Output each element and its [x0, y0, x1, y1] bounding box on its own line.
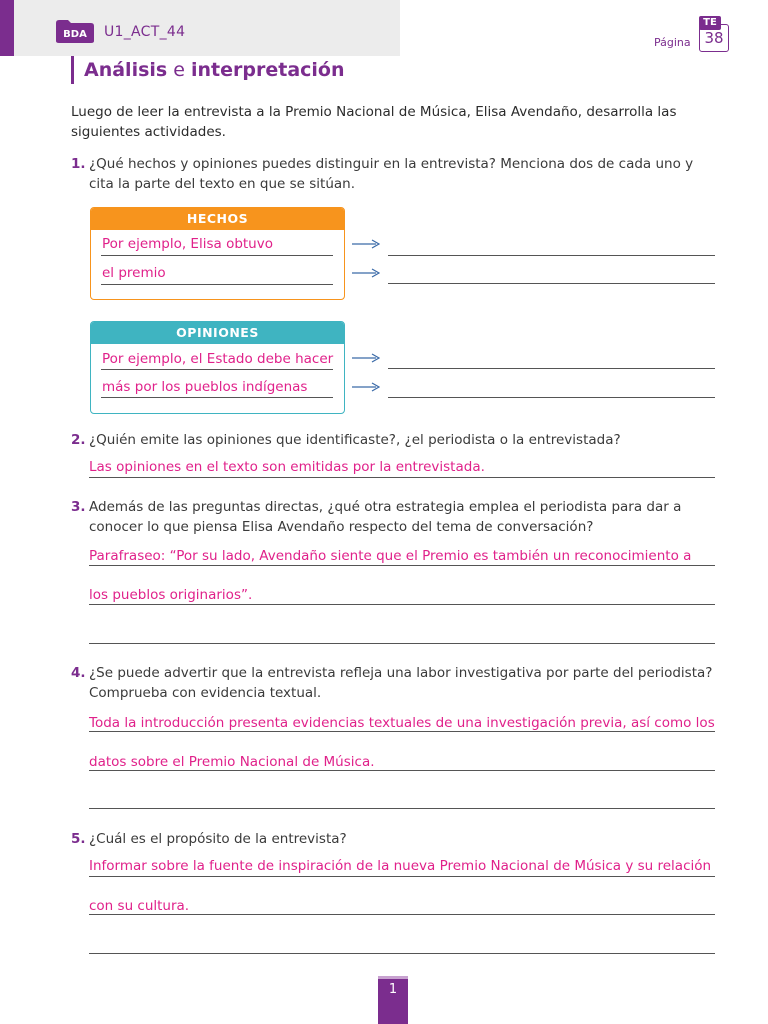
page-badge: [699, 16, 731, 54]
header-bar: [0, 0, 768, 56]
question-number: 3.: [71, 499, 86, 515]
opiniones-answer-2[interactable]: más por los pueblos indígenas: [102, 379, 308, 395]
answer-line: [89, 604, 715, 605]
title-part1: Análisis: [84, 59, 168, 81]
page-badge-tag: TE: [699, 16, 721, 30]
arrow-right-icon: [352, 353, 380, 363]
question-4: [71, 663, 721, 703]
question-text: ¿Quién emite las opiniones que identificaste?, ¿el periodista o la entrevistada?: [89, 432, 621, 448]
answer-4-line-1[interactable]: Toda la introducción presenta evidencias textuales de una investigación previa, así como los: [89, 715, 715, 731]
opiniones-citation-line-1[interactable]: [388, 368, 715, 369]
hechos-answer-1[interactable]: Por ejemplo, Elisa obtuvo: [102, 236, 273, 252]
opiniones-box: [90, 321, 345, 414]
answer-line: [89, 914, 715, 915]
footer-tab-accent: [378, 976, 408, 979]
hechos-citation-line-2[interactable]: [388, 283, 715, 284]
answer-line: [89, 731, 715, 732]
question-2: [71, 430, 721, 450]
opiniones-citation-line-2[interactable]: [388, 397, 715, 398]
answer-3-line-1[interactable]: Parafraseo: “Por su lado, Avendaño siente que el Premio es también un reconocimiento a: [89, 548, 692, 564]
opiniones-line-1: [101, 369, 333, 370]
arrow-right-icon: [352, 268, 380, 278]
hechos-line-1: [101, 255, 333, 256]
question-number: 1.: [71, 156, 86, 172]
logo-text: BDA: [63, 29, 87, 40]
question-1: [71, 154, 721, 194]
answer-line-blank[interactable]: [89, 808, 715, 809]
question-number: 4.: [71, 665, 86, 681]
answer-line: [89, 565, 715, 566]
bda-logo-icon: [54, 17, 96, 45]
header-accent: [0, 0, 14, 56]
title-part2: interpretación: [191, 59, 345, 81]
hechos-box: [90, 207, 345, 300]
opiniones-answer-1[interactable]: Por ejemplo, el Estado debe hacer: [102, 351, 334, 367]
hechos-citation-line-1[interactable]: [388, 255, 715, 256]
question-text: ¿Cuál es el propósito de la entrevista?: [89, 831, 347, 847]
question-text: Además de las preguntas directas, ¿qué otra estrategia emplea el periodista para dar a conocer lo que piensa Elisa Avendaño respecto del tema de conversación?: [89, 499, 682, 535]
opiniones-heading: OPINIONES: [91, 322, 344, 344]
answer-line-blank[interactable]: [89, 643, 715, 644]
page-title: [84, 59, 345, 81]
question-text: ¿Qué hechos y opiniones puedes distinguir en la entrevista? Menciona dos de cada uno y cita la parte del texto en que se sitúan.: [89, 156, 694, 192]
answer-4-line-2[interactable]: datos sobre el Premio Nacional de Música.: [89, 754, 375, 770]
page-label: Página: [654, 36, 691, 49]
hechos-heading: HECHOS: [91, 208, 344, 230]
question-3: [71, 497, 721, 537]
title-conj: e: [167, 59, 191, 81]
title-accent: [71, 56, 74, 84]
hechos-line-2: [101, 284, 333, 285]
activity-code: U1_ACT_44: [104, 24, 186, 40]
intro-text: Luego de leer la entrevista a la Premio Nacional de Música, Elisa Avendaño, desarrolla las siguientes actividades.: [71, 104, 677, 140]
footer-page-number: 1: [388, 982, 398, 997]
answer-line-blank[interactable]: [89, 953, 715, 954]
question-text: ¿Se puede advertir que la entrevista refleja una labor investigativa por parte del periodista? Comprueba con evidencia textual.: [89, 665, 713, 701]
answer-5-line-2[interactable]: con su cultura.: [89, 898, 190, 914]
hechos-answer-2[interactable]: el premio: [102, 265, 166, 281]
answer-5-line-1[interactable]: Informar sobre la fuente de inspiración de la nueva Premio Nacional de Música y su relación: [89, 858, 712, 874]
question-number: 2.: [71, 432, 86, 448]
question-number: 5.: [71, 831, 86, 847]
answer-line: [89, 876, 715, 877]
page-number: 38: [704, 29, 724, 47]
arrow-right-icon: [352, 382, 380, 392]
arrow-right-icon: [352, 239, 380, 249]
answer-line: [89, 770, 715, 771]
answer-2-line-1[interactable]: Las opiniones en el texto son emitidas por la entrevistada.: [89, 459, 485, 475]
answer-line: [89, 477, 715, 478]
answer-3-line-2[interactable]: los pueblos originarios”.: [89, 587, 253, 603]
question-5: [71, 829, 721, 849]
opiniones-line-2: [101, 397, 333, 398]
